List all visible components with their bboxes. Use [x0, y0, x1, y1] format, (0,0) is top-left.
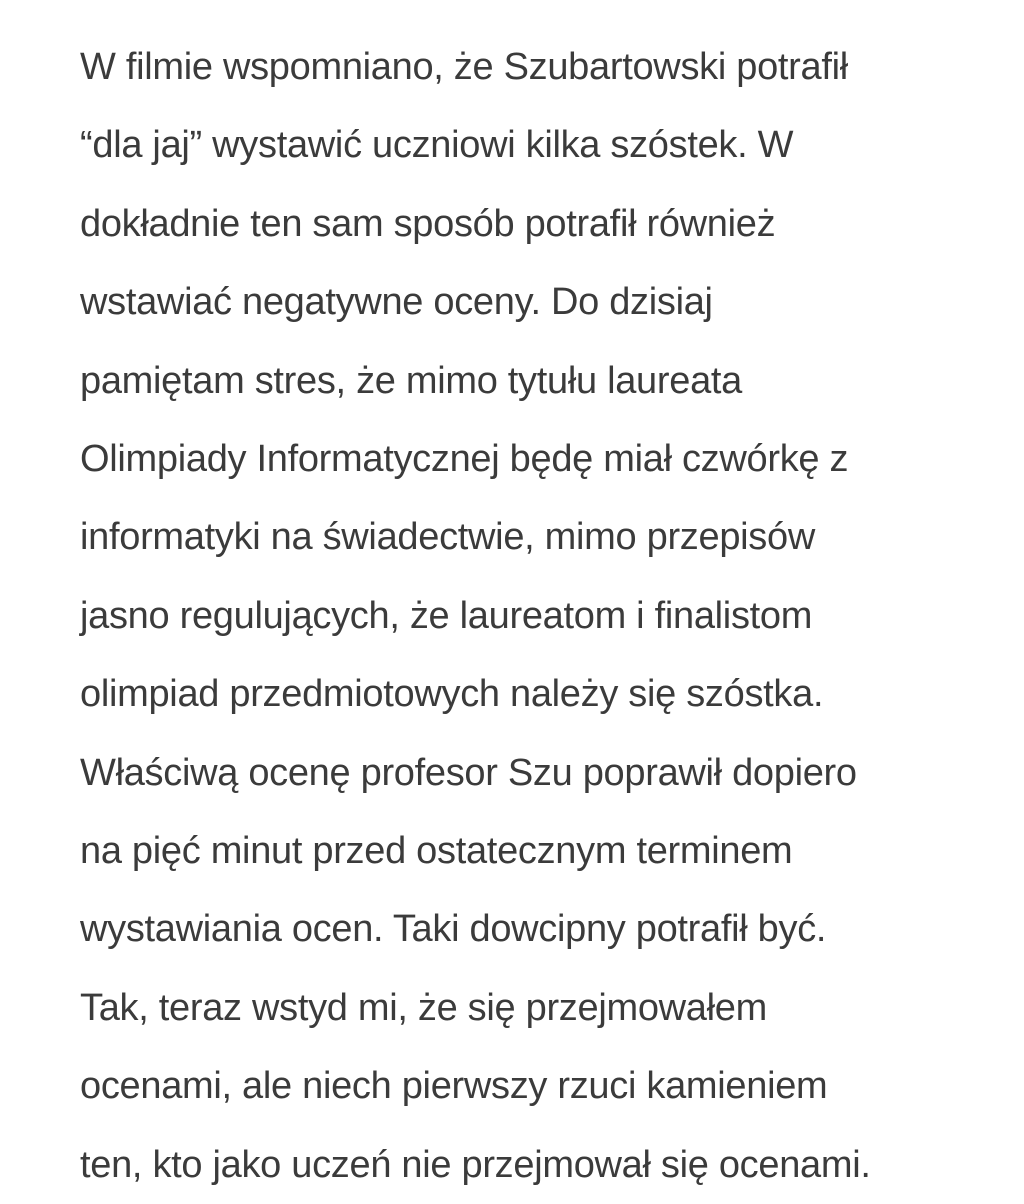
paragraph-line-11: na pięć minut przed ostatecznym terminem: [80, 830, 793, 873]
paragraph-line-12: wystawiania ocen. Taki dowcipny potrafił być.: [80, 908, 827, 951]
paragraph-line-2: “dla jaj” wystawić uczniowi kilka szóstek. W: [80, 124, 794, 167]
article-paragraph: [80, 28, 1000, 1204]
paragraph-line-13: Tak, teraz wstyd mi, że się przejmowałem: [80, 986, 767, 1029]
paragraph-line-15: ten, kto jako uczeń nie przejmował się ocenami.: [80, 1143, 871, 1186]
paragraph-line-10: Właściwą ocenę profesor Szu poprawił dopiero: [80, 751, 857, 794]
paragraph-line-5: pamiętam stres, że mimo tytułu laureata: [80, 359, 743, 402]
paragraph-line-4: wstawiać negatywne oceny. Do dzisiaj: [80, 281, 713, 324]
paragraph-line-6: Olimpiady Informatycznej będę miał czwórkę z: [80, 438, 849, 481]
paragraph-line-14: ocenami, ale niech pierwszy rzuci kamieniem: [80, 1065, 828, 1108]
paragraph-line-1: W filmie wspomniano, że Szubartowski potrafił: [80, 46, 848, 88]
paragraph-line-8: jasno regulujących, że laureatom i finalistom: [80, 594, 813, 637]
paragraph-line-9: olimpiad przedmiotowych należy się szóstka.: [80, 673, 824, 716]
paragraph-line-7: informatyki na świadectwie, mimo przepisów: [80, 516, 815, 559]
paragraph-line-3: dokładnie ten sam sposób potrafił również: [80, 202, 776, 245]
